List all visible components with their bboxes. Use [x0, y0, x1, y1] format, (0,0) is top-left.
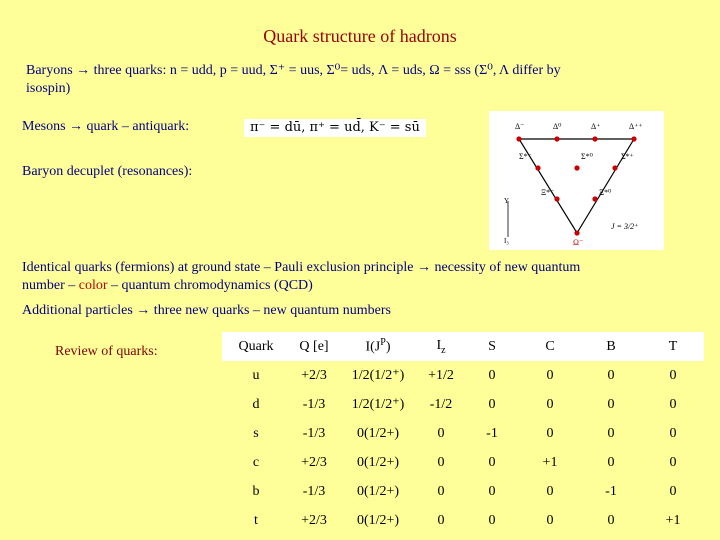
- header-charge: Q [e]: [290, 332, 338, 361]
- table-row: [222, 477, 704, 506]
- table-cell: 0: [607, 367, 615, 383]
- table-row: [222, 506, 704, 535]
- delta-plus-label: Δ⁺: [591, 122, 601, 131]
- table-cell: t: [254, 512, 258, 528]
- spin-label: J = 3/2⁺: [611, 222, 639, 231]
- table-row: [222, 390, 704, 419]
- header-isospin: $I(J^P)$: [338, 332, 418, 361]
- table-cell: +2/3: [301, 512, 327, 528]
- decuplet-triangle: [519, 139, 634, 233]
- table-cell: c: [252, 454, 260, 470]
- table-cell: 0(1/2+): [356, 454, 400, 470]
- delta-minus-label: Δ⁻: [515, 122, 525, 131]
- table-cell: 0: [488, 483, 496, 499]
- table-cell: 0: [546, 367, 554, 383]
- table-cell: +1: [542, 454, 558, 470]
- table-cell: 0: [607, 512, 615, 528]
- table-cell: -1/3: [302, 425, 326, 441]
- table-cell: 0: [607, 454, 615, 470]
- table-cell: +2/3: [301, 454, 327, 470]
- table-cell: -1/3: [302, 396, 326, 412]
- identical-text-c: – quantum chromodynamics (QCD): [111, 278, 313, 293]
- delta-zero-dot: [554, 136, 559, 141]
- page-title: Quark structure of hadrons: [263, 26, 457, 46]
- mesons-label: Mesons → quark – antiquark:: [22, 119, 190, 134]
- table-cell: 0(1/2+): [356, 483, 400, 499]
- table-cell: u: [252, 367, 260, 383]
- color-term: color: [78, 278, 108, 293]
- table-cell: 0: [488, 367, 496, 383]
- table-cell: 0: [437, 454, 445, 470]
- table-cell: 1/2(1/2⁺): [351, 397, 405, 412]
- table-cell: -1: [486, 425, 498, 441]
- table-cell: 0: [669, 454, 677, 470]
- decuplet-svg: [489, 111, 664, 250]
- table-cell: 0: [669, 396, 677, 412]
- quark-table: [222, 332, 704, 535]
- identical-line-2: [22, 277, 313, 295]
- xi-zero-label: Ξ*⁰: [599, 188, 612, 197]
- table-row: [222, 419, 704, 448]
- header-t: T: [642, 332, 704, 361]
- table-cell: 0: [607, 425, 615, 441]
- header-c: C: [520, 332, 580, 361]
- header-b: B: [580, 332, 642, 361]
- table-cell: 0(1/2+): [356, 425, 400, 441]
- table-cell: 0: [437, 512, 445, 528]
- table-cell: +1/2: [428, 367, 454, 383]
- table-cell: +1: [665, 512, 681, 528]
- baryons-line-2: isospin): [26, 81, 71, 96]
- header-s: S: [464, 332, 520, 361]
- delta-minus-dot: [516, 136, 521, 141]
- table-cell: 0: [488, 454, 496, 470]
- header-quark: Quark: [222, 332, 290, 361]
- identical-text-a: number –: [22, 278, 76, 293]
- table-cell: 0: [669, 367, 677, 383]
- table-cell: -1/2: [429, 396, 453, 412]
- table-cell: -1/3: [302, 483, 326, 499]
- table-cell: 0: [607, 396, 615, 412]
- meson-formula: π⁻ = dū, π⁺ = ud̄, K⁻ = sū: [244, 119, 426, 137]
- delta-plusplus-label: Δ⁺⁺: [629, 122, 643, 131]
- table-cell: 0: [488, 512, 496, 528]
- table-cell: 0: [669, 425, 677, 441]
- table-cell: 0(1/2+): [356, 512, 400, 528]
- table-header-row: [222, 332, 704, 361]
- sigma-zero-label: Σ*⁰: [581, 152, 593, 161]
- decuplet-diagram: [489, 111, 664, 250]
- header-iz: $I_z$: [418, 332, 464, 361]
- baryons-line-1: Baryons → three quarks: n = udd, p = uud, Σ⁺ = uus, Σ⁰= uds, Λ = uds, Ω = sss (Σ⁰, Λ differ by: [26, 63, 561, 78]
- sigma-minus-label: Σ*⁻: [519, 152, 532, 161]
- delta-zero-label: Δ⁰: [553, 122, 562, 131]
- table-cell: 0: [546, 425, 554, 441]
- table-cell: b: [252, 483, 260, 499]
- table-cell: 0: [669, 483, 677, 499]
- xi-minus-label: Ξ*⁻: [541, 188, 555, 197]
- table-cell: d: [252, 396, 260, 412]
- table-cell: 0: [546, 512, 554, 528]
- table-cell: 0: [437, 425, 445, 441]
- table-cell: +2/3: [301, 367, 327, 383]
- table-cell: 0: [546, 483, 554, 499]
- axis-i3-label: I₃: [504, 237, 509, 245]
- additional-text: Additional particles → three new quarks – new quantum numbers: [22, 303, 391, 318]
- table-cell: s: [253, 425, 259, 441]
- xi-zero-dot: [592, 196, 597, 201]
- delta-plusplus-dot: [631, 136, 636, 141]
- table-cell: 0: [546, 396, 554, 412]
- table-row: [222, 448, 704, 477]
- table-row: [222, 361, 704, 390]
- sigma-plus-label: Σ*⁺: [621, 152, 634, 161]
- table-cell: 1/2(1/2⁺): [351, 368, 405, 383]
- table-cell: -1: [605, 483, 617, 499]
- omega-label: Ω⁻: [573, 238, 584, 247]
- sigma-minus-dot: [535, 165, 540, 170]
- omega-dot: [574, 230, 579, 235]
- table-cell: 0: [488, 396, 496, 412]
- identical-line-1: Identical quarks (fermions) at ground state – Pauli exclusion principle → necessity of new quantum: [22, 260, 581, 275]
- sigma-plus-dot: [612, 165, 617, 170]
- axis-y-label: Y: [504, 197, 510, 205]
- delta-plus-dot: [592, 136, 597, 141]
- table-cell: 0: [437, 483, 445, 499]
- review-label: Review of quarks:: [55, 344, 158, 359]
- xi-minus-dot: [554, 196, 559, 201]
- sigma-zero-dot: [574, 165, 579, 170]
- decuplet-label: Baryon decuplet (resonances):: [22, 164, 193, 179]
